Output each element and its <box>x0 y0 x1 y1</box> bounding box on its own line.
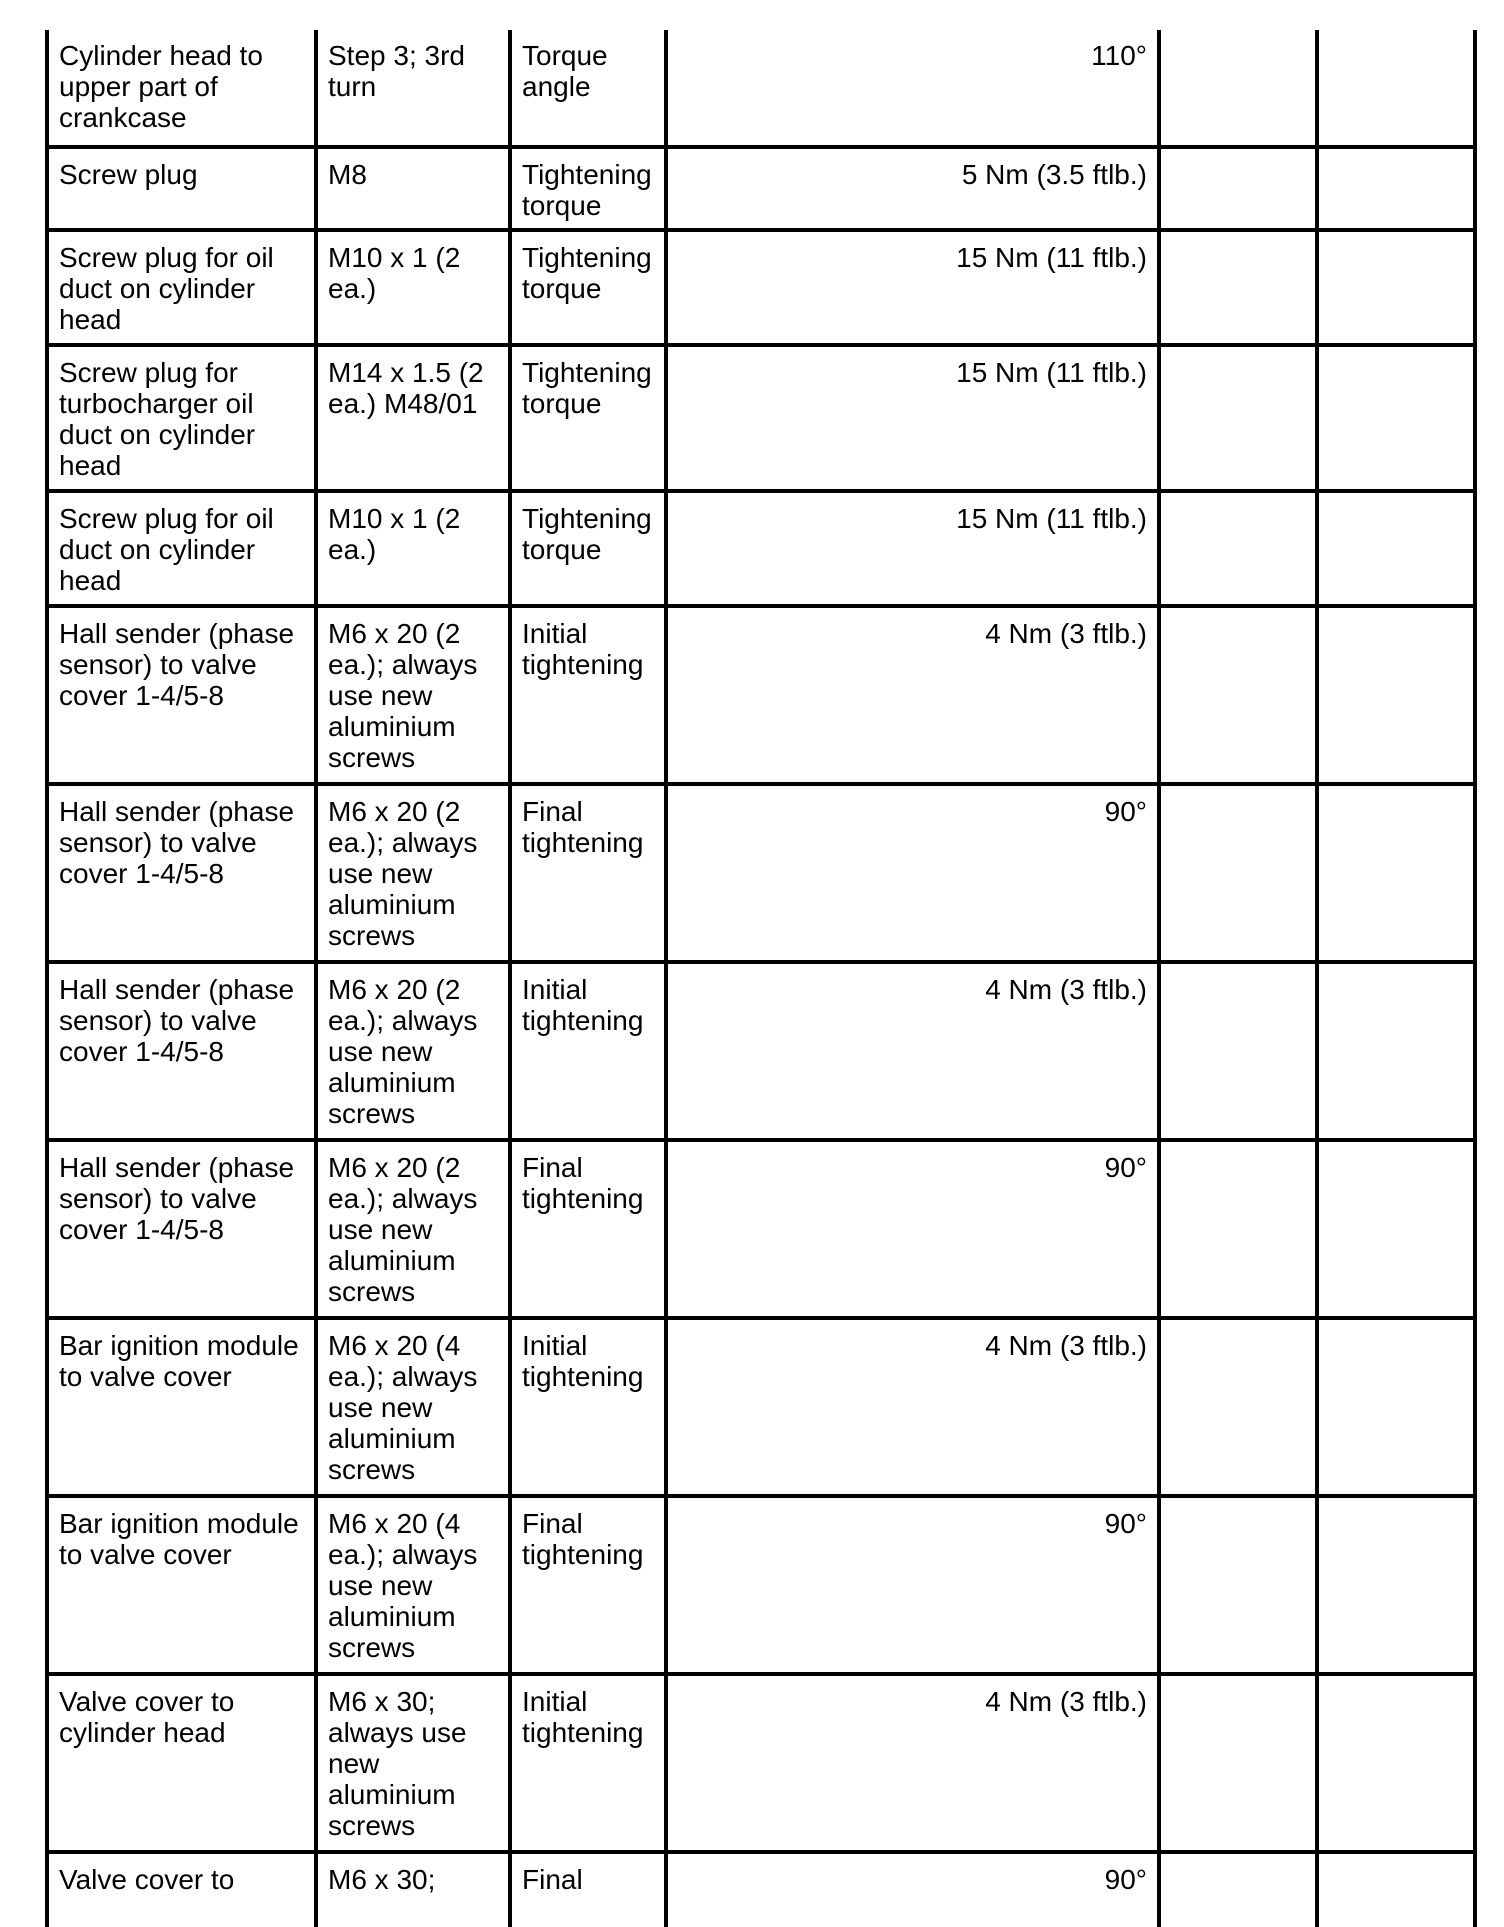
thread-cell: M10 x 1 (2 ea.) <box>316 491 510 606</box>
thread-cell: M6 x 20 (4 ea.); always use new aluminium screws <box>316 1496 510 1674</box>
value-cell: 4 Nm (3 ftlb.) <box>666 606 1159 784</box>
empty-cell <box>1317 1496 1475 1674</box>
table-row <box>47 147 1475 230</box>
value-cell: 90° <box>666 1140 1159 1318</box>
type-cell: Tightening torque <box>510 230 666 345</box>
type-cell: Initial tightening <box>510 1318 666 1496</box>
type-cell: Tightening torque <box>510 147 666 230</box>
type-cell: Torque angle <box>510 30 666 147</box>
type-cell: Tightening torque <box>510 491 666 606</box>
value-cell: 15 Nm (11 ftlb.) <box>666 345 1159 491</box>
empty-cell <box>1317 1318 1475 1496</box>
value-cell: 4 Nm (3 ftlb.) <box>666 962 1159 1140</box>
component-cell: Screw plug <box>47 147 316 230</box>
empty-cell <box>1159 491 1317 606</box>
torque-spec-table <box>45 30 1477 1927</box>
type-cell: Final tightening <box>510 1140 666 1318</box>
thread-cell: M10 x 1 (2 ea.) <box>316 230 510 345</box>
empty-cell <box>1317 30 1475 147</box>
table-row <box>47 491 1475 606</box>
component-cell: Bar ignition module to valve cover <box>47 1496 316 1674</box>
component-cell: Hall sender (phase sensor) to valve cover 1-4/5-8 <box>47 606 316 784</box>
value-cell: 4 Nm (3 ftlb.) <box>666 1318 1159 1496</box>
thread-cell: M8 <box>316 147 510 230</box>
table-row <box>47 30 1475 147</box>
empty-cell <box>1159 1140 1317 1318</box>
value-cell: 5 Nm (3.5 ftlb.) <box>666 147 1159 230</box>
value-cell: 90° <box>666 784 1159 962</box>
table-row <box>47 230 1475 345</box>
table-row <box>47 606 1475 784</box>
empty-cell <box>1317 491 1475 606</box>
empty-cell <box>1317 1140 1475 1318</box>
empty-cell <box>1159 1496 1317 1674</box>
table-row <box>47 1674 1475 1852</box>
thread-cell: M6 x 30; always use new aluminium screws <box>316 1674 510 1852</box>
empty-cell <box>1159 606 1317 784</box>
type-cell: Final <box>510 1852 666 1927</box>
empty-cell <box>1317 606 1475 784</box>
component-cell: Valve cover to cylinder head <box>47 1674 316 1852</box>
thread-cell: Step 3; 3rd turn <box>316 30 510 147</box>
empty-cell <box>1159 345 1317 491</box>
value-cell: 90° <box>666 1496 1159 1674</box>
empty-cell <box>1159 1674 1317 1852</box>
table-row <box>47 962 1475 1140</box>
thread-cell: M6 x 30; <box>316 1852 510 1927</box>
table-row <box>47 1318 1475 1496</box>
table-row <box>47 1852 1475 1927</box>
thread-cell: M6 x 20 (2 ea.); always use new aluminium screws <box>316 606 510 784</box>
thread-cell: M6 x 20 (2 ea.); always use new aluminium screws <box>316 784 510 962</box>
document-page <box>45 30 1457 1926</box>
table-row <box>47 784 1475 962</box>
component-cell: Hall sender (phase sensor) to valve cover 1-4/5-8 <box>47 784 316 962</box>
table-row <box>47 345 1475 491</box>
component-cell: Screw plug for turbocharger oil duct on cylinder head <box>47 345 316 491</box>
type-cell: Initial tightening <box>510 606 666 784</box>
value-cell: 15 Nm (11 ftlb.) <box>666 491 1159 606</box>
component-cell: Valve cover to <box>47 1852 316 1927</box>
empty-cell <box>1159 1318 1317 1496</box>
type-cell: Final tightening <box>510 1496 666 1674</box>
table-row <box>47 1140 1475 1318</box>
value-cell: 15 Nm (11 ftlb.) <box>666 230 1159 345</box>
thread-cell: M6 x 20 (4 ea.); always use new aluminium screws <box>316 1318 510 1496</box>
component-cell: Cylinder head to upper part of crankcase <box>47 30 316 147</box>
type-cell: Initial tightening <box>510 1674 666 1852</box>
component-cell: Bar ignition module to valve cover <box>47 1318 316 1496</box>
empty-cell <box>1317 962 1475 1140</box>
thread-cell: M14 x 1.5 (2 ea.) M48/01 <box>316 345 510 491</box>
value-cell: 4 Nm (3 ftlb.) <box>666 1674 1159 1852</box>
component-cell: Screw plug for oil duct on cylinder head <box>47 491 316 606</box>
component-cell: Screw plug for oil duct on cylinder head <box>47 230 316 345</box>
empty-cell <box>1159 784 1317 962</box>
empty-cell <box>1159 1852 1317 1927</box>
type-cell: Tightening torque <box>510 345 666 491</box>
thread-cell: M6 x 20 (2 ea.); always use new aluminium screws <box>316 1140 510 1318</box>
thread-cell: M6 x 20 (2 ea.); always use new aluminium screws <box>316 962 510 1140</box>
value-cell: 110° <box>666 30 1159 147</box>
component-cell: Hall sender (phase sensor) to valve cover 1-4/5-8 <box>47 1140 316 1318</box>
type-cell: Final tightening <box>510 784 666 962</box>
empty-cell <box>1317 784 1475 962</box>
empty-cell <box>1159 230 1317 345</box>
empty-cell <box>1317 345 1475 491</box>
empty-cell <box>1317 1852 1475 1927</box>
empty-cell <box>1317 147 1475 230</box>
empty-cell <box>1317 230 1475 345</box>
component-cell: Hall sender (phase sensor) to valve cover 1-4/5-8 <box>47 962 316 1140</box>
value-cell: 90° <box>666 1852 1159 1927</box>
type-cell: Initial tightening <box>510 962 666 1140</box>
empty-cell <box>1159 30 1317 147</box>
empty-cell <box>1159 962 1317 1140</box>
empty-cell <box>1159 147 1317 230</box>
table-row <box>47 1496 1475 1674</box>
empty-cell <box>1317 1674 1475 1852</box>
